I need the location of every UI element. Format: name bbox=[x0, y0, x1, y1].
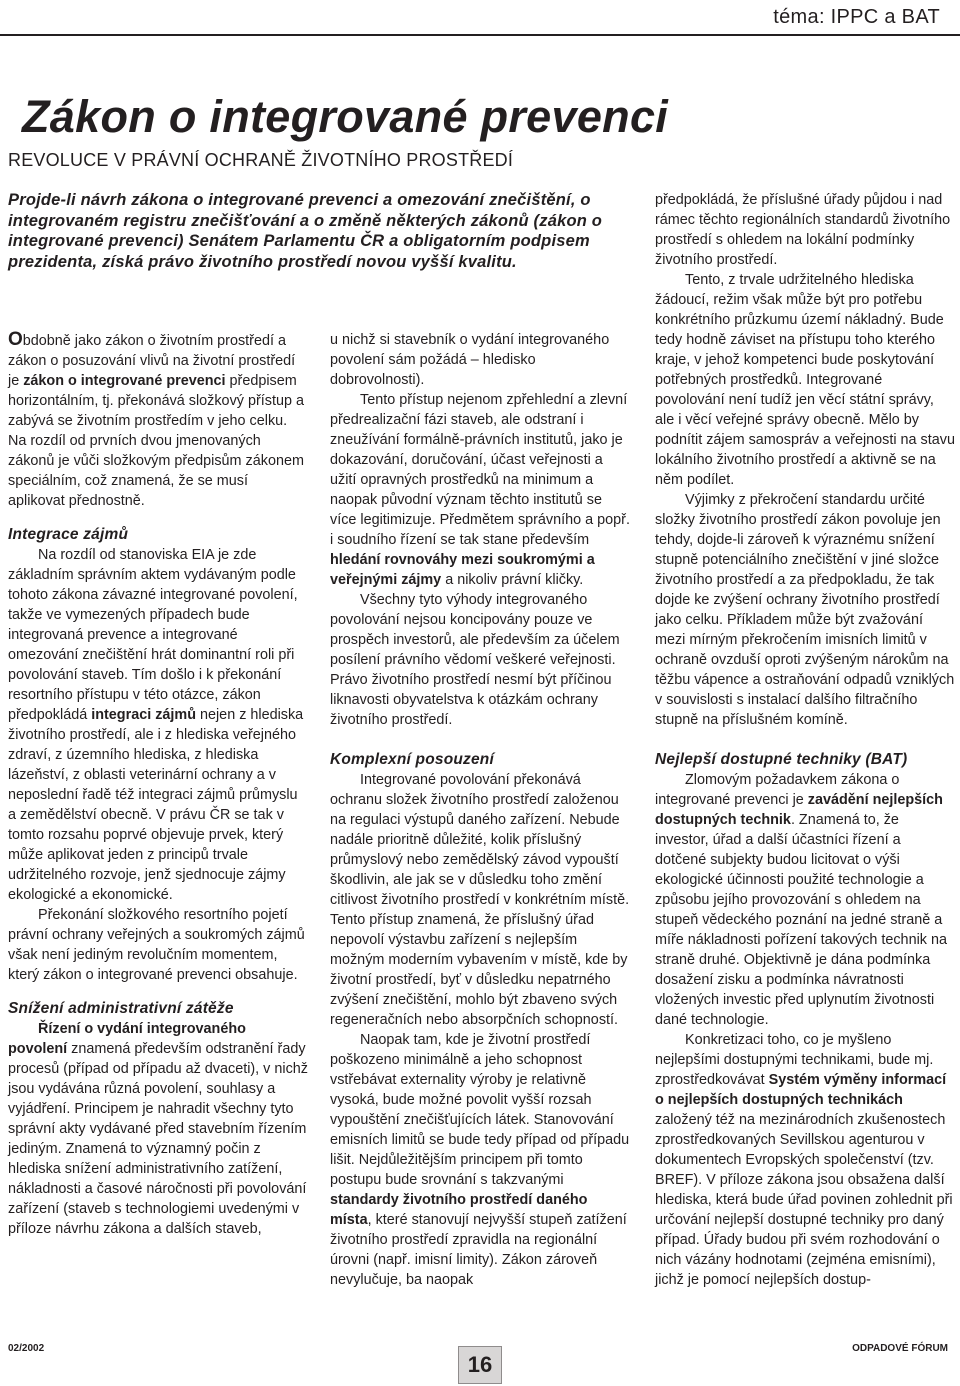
article-title: Zákon o integrované prevenci bbox=[22, 91, 669, 142]
paragraph bbox=[8, 330, 308, 511]
header-divider bbox=[0, 34, 960, 36]
text-run: založený též na mezinárodních zkušenostech zprostředkovaných Sevillskou agenturou v dokumentech Evropských společenství (tzv. BREF). V příloze zákona jsou obsažena další hlediska, která bude úřad povinen zohlednit při určování nejlepší dostupné techniky pro daný případ. Úřady budou při svém rozhodování o nich vázány hodnotami (zejména emisními), jichž je pomocí nejlepších dostup- bbox=[655, 1112, 953, 1288]
paragraph bbox=[655, 1030, 955, 1290]
page-number: 16 bbox=[467, 1352, 493, 1377]
emphasis: hledání rovnováhy mezi soukromými a veřejnými zájmy bbox=[330, 552, 595, 588]
paragraph bbox=[655, 770, 955, 1030]
section-heading-komplexni: Komplexní posouzení bbox=[330, 751, 494, 768]
drop-cap: O bbox=[8, 329, 23, 350]
emphasis: zavádění nejlepších dostupných technik bbox=[655, 792, 943, 828]
section-heading-bat: Nejlepší dostupné techniky (BAT) bbox=[655, 751, 908, 768]
paragraph: předpokládá, že příslušné úřady půjdou i nad rámec těchto regionálních standardů životního prostředí s ohledem na lokální podmínky životního prostředí. bbox=[655, 192, 951, 268]
section-heading-snizeni: Snížení administrativní zátěže bbox=[8, 1000, 234, 1017]
article-subtitle: REVOLUCE V PRÁVNÍ OCHRANĚ ŽIVOTNÍHO PROSTŘEDÍ bbox=[8, 150, 514, 170]
text-run: Naopak tam, kde je životní prostředí poškozeno minimálně a jeho schopnost vstřebávat externality výroby je relativně vysoká, bude možné povolit vyšší rozsah vypouštění znečišťujících látek. Stanovování emisních limitů se bude tedy případ od případu lišit. Nejdůležitějším principem při tomto postupu bude srovnání s takzvanými bbox=[330, 1032, 630, 1188]
text-run: Konkretizaci toho, co je myšleno nejlepšími dostupnými technikami, bude mj. zprostředkovávat bbox=[655, 1032, 934, 1088]
text-run: Na rozdíl od stanoviska EIA je zde základním správním aktem vydávaným podle tohoto zákona závazné integrované povolení, takže ve vymezených případech bude integrovaná prevence a integrované omezování znečištění hrát dominantní roli při povolování staveb. Tím došlo i k překonání resortního přístupu v této otázce, zákon předpokládá bbox=[8, 547, 298, 723]
text-run: bdobně jako zákon o životním prostředí a zákon o posuzování vlivů na životní prostředí je bbox=[8, 333, 296, 389]
paragraph bbox=[8, 545, 308, 905]
paragraph: Překonání složkového resortního pojetí právní ochrany veřejných a soukromých zájmů však není jediným revolučním momentem, který zákon o integrované prevenci obsahuje. bbox=[8, 907, 305, 983]
text-run: , které stanovují nejvyšší stupeň zatížení životního prostředí zpravidla na regionální úrovni (např. imisní limity). Zákon zároveň nevylučuje, ba naopak bbox=[330, 1212, 627, 1288]
text-column-1 bbox=[8, 330, 308, 1239]
text-column-2 bbox=[330, 330, 630, 1290]
text-run: Zlomovým požadavkem zákona o integrované prevenci je bbox=[655, 772, 900, 808]
paragraph: Všechny tyto výhody integrovaného povolování nejsou koncipovány pouze ve prospěch investorů, ale především za účelem posílení právního vědomí veškeré veřejnosti. Právo životního prostředí nesmí být příčinou liknavosti obyvatelstva k otázkám ochrany životního prostředí. bbox=[330, 592, 620, 728]
section-topic: téma: IPPC a BAT bbox=[773, 6, 940, 28]
paragraph bbox=[8, 1019, 308, 1239]
paragraph: u nichž si stavebník o vydání integrovaného povolení sám požádá – hledisko dobrovolnosti). bbox=[330, 332, 610, 388]
text-run: . Znamená to, že investor, úřad a další účastníci řízení a dotčené subjekty budou licitovat o výši ekologické účinnosti použité technologie a způsobu jejího provozování s ohledem na stupeň vědeckého poznání na jedné straně a míře nákladnosti pořízení takových technik na straně druhé. Objektivně je dána podmínka dosažení zisku a podmínka návratnosti vložených investic před uplynutím životnosti dané technologie. bbox=[655, 812, 947, 1028]
emphasis: Systém výměny informací o nejlepších dostupných technikách bbox=[655, 1072, 947, 1108]
paragraph bbox=[330, 1030, 630, 1290]
paragraph: Tento, z trvale udržitelného hlediska žádoucí, režim však může být pro potřebu konkrétního průzkumu území nákladný. Bude tedy hodně záviset na přístupu toho kterého kraje, v jehož kompetenci bude poskytování potřebných prostředků. Integrované povolování není tudíž jen věcí státní správy, ale i věcí veřejné správy obecně. Mělo by podnítit zájem samospráv a veřejnosti na stavu lokálního životního prostředí a aktivně se na něm podílet. bbox=[655, 272, 955, 488]
text-run: Tento přístup nejenom zpřehlední a zlevní předrealizační fázi staveb, ale odstraní i zneužívání formálně-právních institutů, jako je dokazování, doručování, účast veřejnosti a užití opravných prostředků na minimum a naopak původní význam těchto institutů se více legitimizuje. Předmětem správního a popř. i soudního řízení se tak stane především bbox=[330, 392, 630, 548]
issue-number: 02/2002 bbox=[8, 1343, 45, 1354]
paragraph: Integrované povolování překonává ochranu složek životního prostředí založenou na regulaci výstupů daného zařízení. Nebude nadále prioritně důležité, kolik příslušný průmyslový nebo zemědělský závod vypouští škodlivin, ale jak se v důsledku toho změní citlivost životního prostředí v konkrétním místě. Tento přístup znamená, že příslušný úřad nepovolí výstavbu zařízení s nejlepším možným moderním vybavením v místě, kde by životní prostředí, byť v důsledku nepatrného zvýšení znečištění, mohlo být zbaveno svých regeneračních nebo absorpčních schopností. bbox=[330, 772, 630, 1028]
emphasis: standardy životního prostředí daného místa bbox=[330, 1192, 588, 1228]
magazine-name: ODPADOVÉ FÓRUM bbox=[852, 1343, 948, 1354]
emphasis: integraci zájmů bbox=[91, 707, 196, 723]
page-number-box bbox=[458, 1346, 502, 1384]
text-run: a nikoliv právní kličky. bbox=[441, 572, 584, 588]
section-heading-integrace: Integrace zájmů bbox=[8, 526, 129, 543]
text-run: nejen z hlediska životního prostředí, ale i z hlediska veřejného zdraví, z územního hlediska, z hlediska lázeňství, z oblasti veterinární ochrany a v neposlední řadě též integraci zájmů průmyslu a zemědělství obecně. V právu ČR se tak v tomto rozsahu poprvé objevuje prvek, který může aplikovat jeden z principů trvale udržitelného rozvoje, jenž sjednocuje zájmy ekologické a ekonomické. bbox=[8, 707, 304, 903]
text-run: znamená především odstranění řady procesů (případ od případu až dvaceti), v nichž jsou vydávána různá povolení, souhlasy a vyjádření. Principem je nahradit všechny tyto správní akty vydávané před stavebním řízením jediným. Znamená to významný počin z hlediska snížení administrativního zatížení, nákladnosti a časové náročnosti při povolování zařízení (staveb s technologiemi uvedenými v příloze návrhu zákona a dalších staveb, bbox=[8, 1041, 308, 1237]
paragraph bbox=[330, 390, 630, 590]
paragraph: Výjimky z překročení standardu určité složky životního prostředí zákon povoluje jen tehdy, dojde-li zároveň k výraznému snížení stupně potenciálního znečištění v jiné složce životního prostředí a za předpokladu, že tak dojde ke zvýšení ochrany životního prostředí jako celku. Příkladem může být zvažování mezi mírným překročením imisních limitů v ochraně ovzduší oproti zvýšeným nárokům na těžbu vápence a ostraňování odpadů vzniklých v souvislosti s instalací dalšího filtračního stupně na příslušném komíně. bbox=[655, 492, 955, 728]
text-run: předpisem horizontálním, tj. překonává složkový přístup a zabývá se životním prostředím v jeho celku. Na rozdíl od prvních dvou jmenovaných zákonů je vůči složkovým předpisům zákonem speciálním, což znamená, že se musí aplikovat přednostně. bbox=[8, 373, 304, 509]
text-column-3 bbox=[655, 190, 955, 1290]
emphasis: zákon o integrované prevenci bbox=[23, 373, 226, 389]
article-lead: Projde-li návrh zákona o integrované prevenci a omezování znečištění, o integrovaném registru znečišťování a o změně některých zákonů (zákon o integrované prevenci) Senátem Parlamentu ČR a obligatorním podpisem prezidenta, získá právo životního prostředí novou vyšší kvalitu. bbox=[8, 191, 603, 271]
emphasis: Řízení o vydání integrovaného povolení bbox=[8, 1021, 246, 1057]
